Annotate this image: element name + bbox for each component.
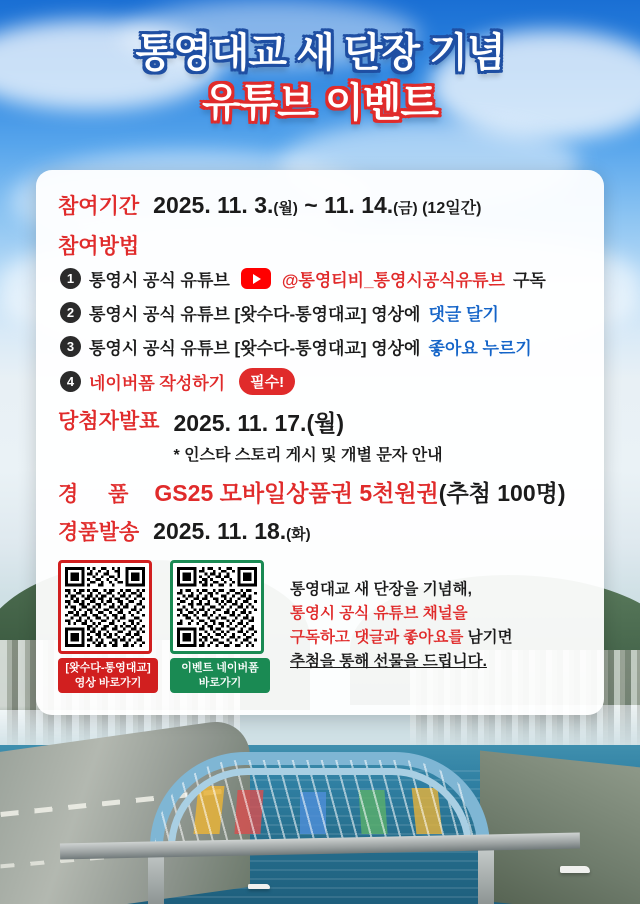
note-line-3 [290,626,513,650]
qr-caption-form [170,658,270,693]
announce-label: 당첨자발표 [58,410,160,433]
prize-count: (추첨 100명) [438,480,566,506]
period-duration: (12일간) [417,200,482,217]
announce-value-block [173,405,442,465]
prize-row [58,475,582,508]
step-text-post: 좋아요 누르기 [428,339,532,358]
poster-headline [0,30,640,127]
prize-item: GS25 모바일상품권 5천원권 [154,480,439,506]
shipping-day: (화) [286,526,311,543]
qr-pattern [177,567,257,647]
note-line-4-text: 추첨을 통해 선물을 드립니다. [290,653,487,671]
headline-line-1: 통영대교 새 단장 기념 [135,31,505,75]
event-info-card [36,170,604,715]
bridge-pylon [478,845,494,904]
step-number: 4 [60,371,81,392]
announce-day: (월) [306,410,344,436]
note-line-3-accent: 구독하고 댓글과 좋아요를 [290,629,468,647]
qr-block-video[interactable] [58,560,158,693]
qr-and-note [58,560,582,693]
qr-caption-line-2: 바로가기 [198,676,242,689]
note-line-3-text: 남기면 [467,629,513,647]
period-start-day: (월) [273,200,298,217]
step-text-pre: 네이버폼 작성하기 [89,374,226,393]
step-number: 3 [60,336,81,357]
step-number: 1 [60,268,81,289]
shipping-row [58,516,582,546]
note-line-2 [290,602,513,626]
qr-code-form[interactable] [170,560,264,654]
boat [248,884,270,889]
step-text-post: 댓글 달기 [428,305,499,324]
period-tilde: ~ [297,192,325,218]
qr-block-form[interactable] [170,560,270,693]
list-item [60,266,582,291]
shipping-value [153,518,311,545]
announce-note: * 인스타 스토리 게시 및 개별 문자 안내 [173,447,443,464]
step-text-post: 구독 [512,271,546,290]
method-steps [60,266,582,395]
shipping-label: 경품발송 [58,521,140,544]
step-number: 2 [60,302,81,323]
land-right [480,751,640,904]
qr-caption-line-2: 영상 바로가기 [74,676,142,689]
list-item [60,368,582,395]
period-start: 2025. 11. 3. [153,192,274,218]
note-line-2-text: 통영시 공식 유튜브 채널을 [290,605,468,623]
step-text-pre: 통영시 공식 유튜브 [89,271,230,290]
step-text-pre: 통영시 공식 유튜브 [왓수다-통영대교] 영상에 [89,339,421,358]
headline-line-2: 유튜브 이벤트 [202,81,438,126]
boat [560,866,590,873]
period-label: 참여기간 [58,195,140,218]
note-line-1: 통영대교 새 단장을 기념해, [290,581,472,598]
period-row [58,190,582,220]
qr-caption-line-1: [왓수다-통영대교] [65,662,151,674]
method-label: 참여방법 [58,235,140,258]
event-note [290,578,513,674]
period-end-day: (금) [393,200,418,217]
step-text-pre: 통영시 공식 유튜브 [왓수다-통영대교] 영상에 [89,305,421,324]
qr-pattern [65,567,145,647]
method-row [58,230,582,260]
qr-caption-line-1: 이벤트 네이버폼 [181,662,259,674]
list-item [60,334,582,359]
list-item [60,300,582,325]
qr-code-video[interactable] [58,560,152,654]
qr-caption-video [58,658,158,693]
period-value [153,192,481,219]
prize-label: 경 품 [58,483,141,506]
period-end: 11. 14. [324,192,394,218]
shipping-date: 2025. 11. 18. [153,518,287,544]
announce-row [58,405,582,465]
note-line-4 [290,650,513,674]
step-channel-handle: @통영티비_통영시공식유튜브 [281,271,505,290]
prize-value [154,475,565,508]
status-badge: 필수! [239,368,295,395]
youtube-icon[interactable] [241,268,271,289]
announce-date: 2025. 11. 17. [173,410,307,436]
